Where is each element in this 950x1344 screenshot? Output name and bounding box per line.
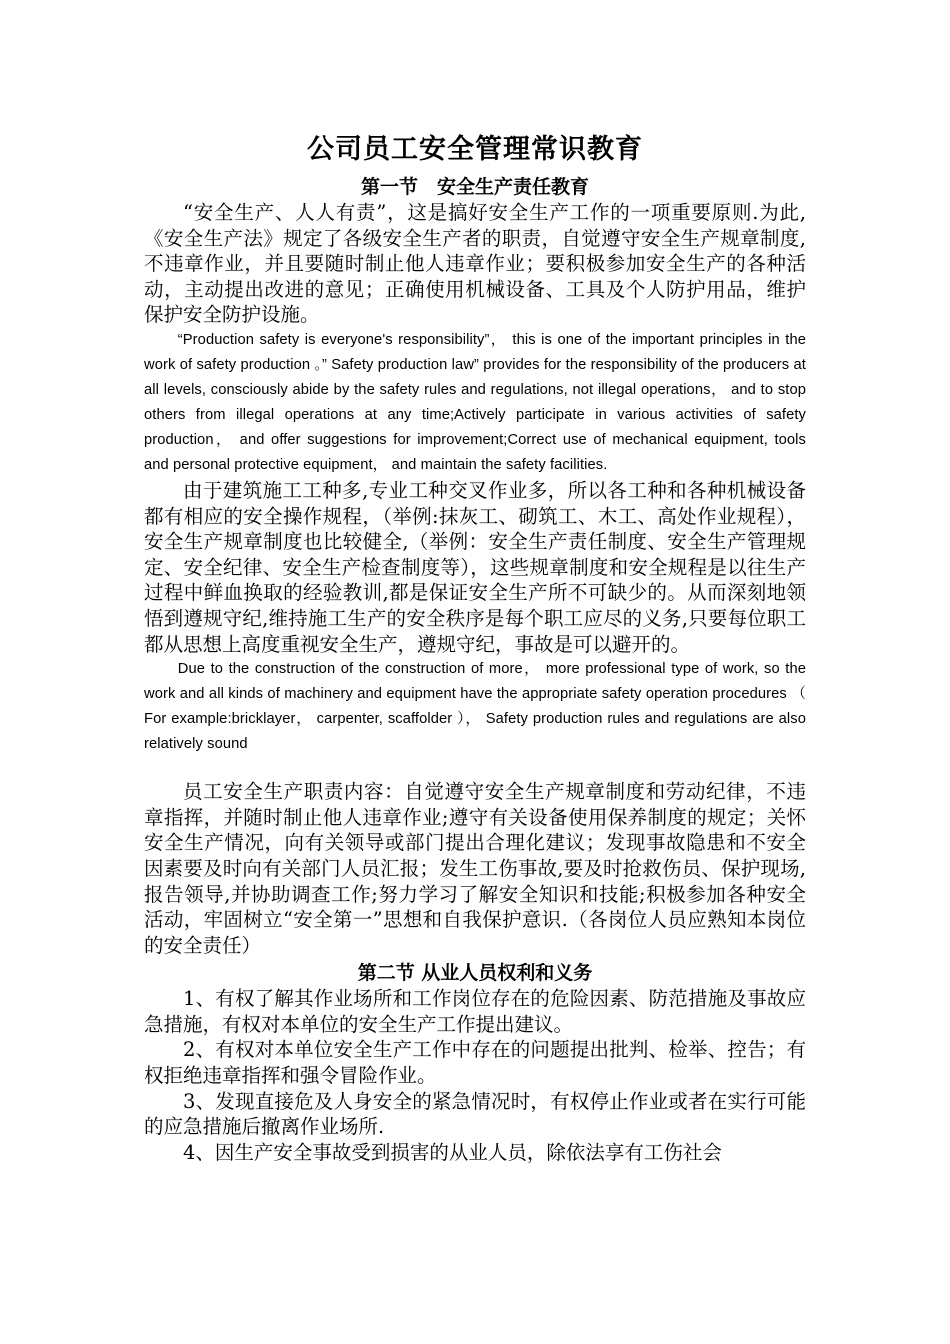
- section-2-item-3: 3、发现直接危及人身安全的紧急情况时，有权停止作业或者在实行可能的应急措施后撤离作业场所.: [144, 1089, 806, 1139]
- document-title: 公司员工安全管理常识教育: [307, 134, 643, 165]
- section-1-heading: 第一节 安全生产责任教育: [360, 176, 589, 198]
- section-1-paragraph-3-cn: 员工安全生产职责内容：自觉遵守安全生产规章制度和劳动纪律，不违章指挥，并随时制止他人违章作业;遵守有关设备使用保养制度的规定；关怀安全生产情况，向有关领导或部门提出合理化建议；发现事故隐患和不安全因素要及时向有关部门人员汇报；发生工伤事故,要及时抢救伤员、保护现场,报告领导,并协助调查工作;努力学习了解安全知识和技能;积极参加各种安全活动，牢固树立“安全第一”思想和自我保护意识.（各岗位人员应熟知本岗位的安全责任）: [144, 780, 806, 957]
- document-body: [144, 130, 806, 1165]
- section-2-heading: 第二节 从业人员权利和义务: [357, 962, 593, 985]
- section-1-paragraph-1-cn: “安全生产、人人有责”，这是搞好安全生产工作的一项重要原则.为此,《安全生产法》规定了各级安全生产者的职责，自觉遵守安全生产规章制度,不违章作业，并且要随时制止他人违章作业；要积极参加安全生产的各种活动，主动提出改进的意见；正确使用机械设备、工具及个人防护用品，维护保护安全防护设施。: [144, 201, 806, 327]
- section-1-paragraph-1-en: “Production safety is everyone's responsibility”， this is one of the important principles in the work of safety production 。” Safety production law” provides for the responsibility of the producers at all levels, consciously abide by the safety rules and regulations, not illegal operations， and to stop others from illegal operations at any time;Actively participate in various activities of safety production， and offer suggestions for improvement;Correct use of mechanical equipment, tools and personal protective equipment， and maintain the safety facilities.: [144, 331, 806, 473]
- section-2-item-2: 2、有权对本单位安全生产工作中存在的问题提出批判、检举、控告；有权拒绝违章指挥和强令冒险作业。: [144, 1038, 806, 1088]
- paragraph-spacer: [144, 757, 806, 779]
- section-1-paragraph-2-cn: 由于建筑施工工种多,专业工种交叉作业多，所以各工种和各种机械设备都有相应的安全操作规程，（举例:抹灰工、砌筑工、木工、高处作业规程），安全生产规章制度也比较健全,（举例：安全生产责任制度、安全生产管理规定、安全纪律、安全生产检查制度等），这些规章制度和安全规程是以往生产过程中鲜血换取的经验教训,都是保证安全生产所不可缺少的。从而深刻地领悟到遵规守纪,维持施工生产的安全秩序是每个职工应尽的义务,只要每位职工都从思想上高度重视安全生产，遵规守纪，事故是可以避开的。: [144, 478, 806, 656]
- section-1-paragraph-2-en: Due to the construction of the construction of more， more professional type of work, so the work and all kinds of machinery and equipment have the appropriate safety operation procedures （ For example:bricklayer， carpenter, scaffolder ）， Safety production rules and regulations are also relatively sound: [144, 661, 806, 753]
- section-2-item-1: 1、有权了解其作业场所和工作岗位存在的危险因素、防范措施及事故应急措施，有权对本单位的安全生产工作提出建议。: [144, 987, 806, 1036]
- section-2-item-4: 4、因生产安全事故受到损害的从业人员，除依法享有工伤社会: [183, 1140, 722, 1164]
